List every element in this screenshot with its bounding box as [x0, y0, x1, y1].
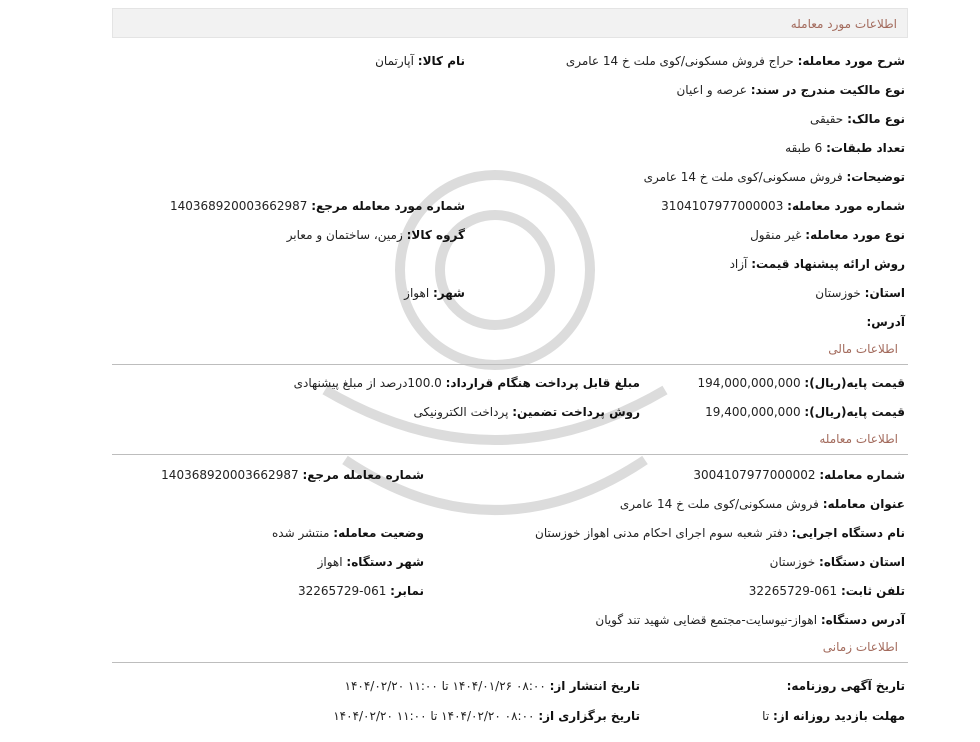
- field-address: آدرس:: [866, 315, 905, 329]
- field-description: شرح مورد معامله: حراج فروش مسکونی/کوی ملت خ 14 عامری: [565, 54, 905, 68]
- field-newspaper-date: تاریخ آگهی روزنامه:: [786, 679, 905, 693]
- field-deal-number: شماره معامله: 3004107977000002: [693, 468, 905, 482]
- section-divider: [112, 662, 908, 663]
- field-phone: تلفن ثابت: 061-32265729: [748, 584, 905, 598]
- section-divider: [112, 454, 908, 455]
- field-org-city: شهر دستگاه: اهواز: [317, 555, 424, 569]
- field-ref-number: شماره مورد معامله مرجع: 140368920003662987: [169, 199, 465, 213]
- section-header-transaction: اطلاعات مورد معامله: [112, 8, 908, 38]
- field-item-type: نوع مورد معامله: غیر منقول: [750, 228, 905, 242]
- section-divider: [112, 364, 908, 365]
- field-base-price: قیمت پایه(ریال): 194,000,000,000: [697, 376, 905, 390]
- field-deal-ref: شماره معامله مرجع: 140368920003662987: [161, 468, 424, 482]
- section-header-financial: اطلاعات مالی: [828, 342, 898, 356]
- field-province: استان: خوزستان: [815, 286, 905, 300]
- field-visit-window: مهلت بازدید روزانه از: تا: [762, 709, 905, 723]
- field-hold-date: تاریخ برگزاری از: ۰۸:۰۰ ۱۴۰۴/۰۲/۲۰ تا ۱۱:۰۰ ۱۴۰۴/۰۲/۲۰: [333, 709, 640, 723]
- field-city: شهر: اهواز: [404, 286, 465, 300]
- field-goods-name: نام کالا: آپارتمان: [375, 54, 465, 68]
- field-goods-group: گروه کالا: زمین، ساختمان و معابر: [286, 228, 465, 242]
- section-header-deal: اطلاعات معامله: [819, 432, 898, 446]
- field-notes: توضیحات: فروش مسکونی/کوی ملت خ 14 عامری: [643, 170, 905, 184]
- field-payable: مبلغ قابل پرداخت هنگام قرارداد: 100.0درصد از مبلغ پیشنهادی: [293, 376, 640, 390]
- field-guarantee-method: روش پرداخت تضمین: پرداخت الکترونیکی: [413, 405, 640, 419]
- section-header-timing: اطلاعات زمانی: [822, 640, 898, 654]
- field-publish-date: تاریخ انتشار از: ۰۸:۰۰ ۱۴۰۴/۰۱/۲۶ تا ۱۱:۰۰ ۱۴۰۴/۰۲/۲۰: [344, 679, 640, 693]
- field-deal-title: عنوان معامله: فروش مسکونی/کوی ملت خ 14 عامری: [619, 497, 905, 511]
- field-org-province: استان دستگاه: خوزستان: [769, 555, 905, 569]
- field-org-name: نام دستگاه اجرایی: دفتر شعبه سوم اجرای احکام مدنی اهواز خوزستان: [535, 526, 905, 540]
- field-deal-status: وضعیت معامله: منتشر شده: [271, 526, 424, 540]
- field-offer-method: روش ارائه پیشنهاد قیمت: آزاد: [729, 257, 905, 271]
- field-ownership: نوع مالکیت مندرج در سند: عرصه و اعیان: [676, 83, 905, 97]
- field-owner-type: نوع مالک: حقیقی: [810, 112, 905, 126]
- field-item-number: شماره مورد معامله: 3104107977000003: [661, 199, 905, 213]
- field-org-address: آدرس دستگاه: اهواز-نیوسایت-مجتمع قضایی شهید تند گویان: [595, 613, 905, 627]
- field-fax: نمابر: 061-32265729: [298, 584, 424, 598]
- field-floors: تعداد طبقات: 6 طبقه: [785, 141, 905, 155]
- field-guarantee-price: قیمت پایه(ریال): 19,400,000,000: [705, 405, 905, 419]
